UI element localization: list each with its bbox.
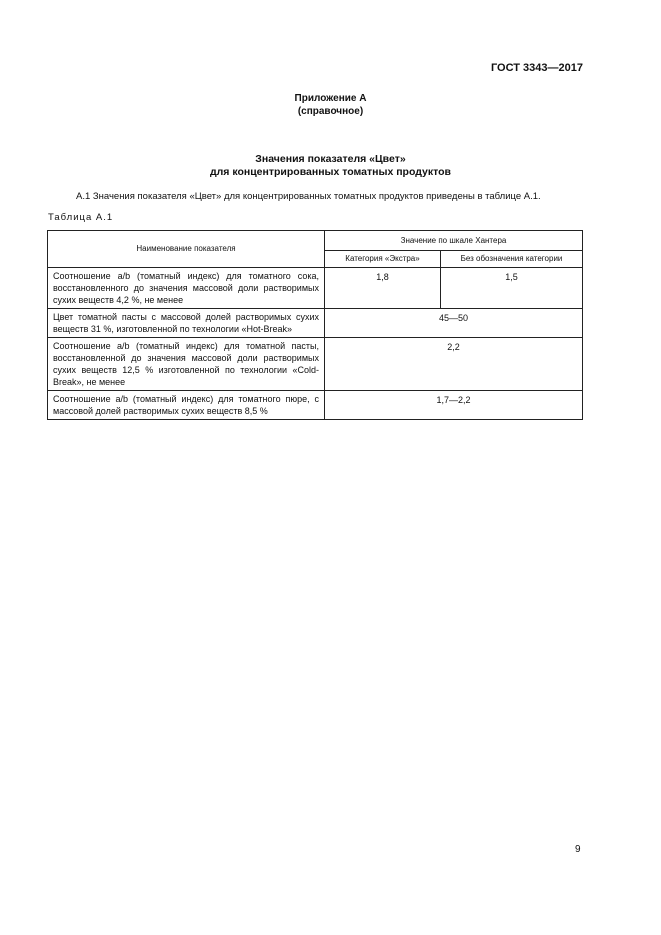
annex-subtitle: (справочное): [297, 106, 364, 117]
header-indicator-name: Наименование показателя: [48, 231, 325, 268]
row-value: 1,7—2,2: [325, 391, 583, 420]
row-indicator: Соотношение a/b (томатный индекс) для томатного сока, восстановленного до значения массовой доли растворимых сухих веществ 4,2 %, не менее: [48, 268, 325, 309]
table-row: [48, 309, 583, 338]
table-row: [48, 338, 583, 391]
row-value-no-category: 1,5: [441, 268, 583, 309]
row-indicator: Цвет томатной пасты с массовой долей растворимых сухих веществ 31 %, изготовленной по технологии «Hot-Break»: [48, 309, 325, 338]
table-row: [48, 391, 583, 420]
page-number: 9: [575, 844, 581, 855]
hunter-scale-table: [47, 230, 583, 420]
row-value: 2,2: [325, 338, 583, 391]
row-value-extra: 1,8: [325, 268, 441, 309]
header-extra-category: Категория «Экстра»: [325, 251, 441, 268]
section-title-line1: Значения показателя «Цвет»: [255, 153, 406, 165]
header-hunter-scale: Значение по шкале Хантера: [325, 231, 583, 251]
table-row: [48, 268, 583, 309]
intro-paragraph: А.1 Значения показателя «Цвет» для концентрированных томатных продуктов приведены в таблице А.1.: [76, 191, 541, 202]
row-indicator: Соотношение a/b (томатный индекс) для томатной пасты, восстановленной до значения массовой доли растворимых сухих веществ 12,5 % изготовленной по технологии «Cold-Break», не менее: [48, 338, 325, 391]
section-title-line2: для концентрированных томатных продуктов: [209, 166, 452, 178]
row-indicator: Соотношение a/b (томатный индекс) для томатного пюре, с массовой долей растворимых сухих веществ 8,5 %: [48, 391, 325, 420]
annex-title: Приложение А: [294, 93, 367, 104]
annex-heading: [0, 92, 661, 118]
section-heading: [0, 153, 661, 179]
document-code: ГОСТ 3343—2017: [490, 62, 583, 74]
row-value: 45—50: [325, 309, 583, 338]
table-label: Таблица А.1: [48, 212, 114, 223]
table-header-row: [48, 231, 583, 251]
header-no-category: Без обозначения категории: [441, 251, 583, 268]
